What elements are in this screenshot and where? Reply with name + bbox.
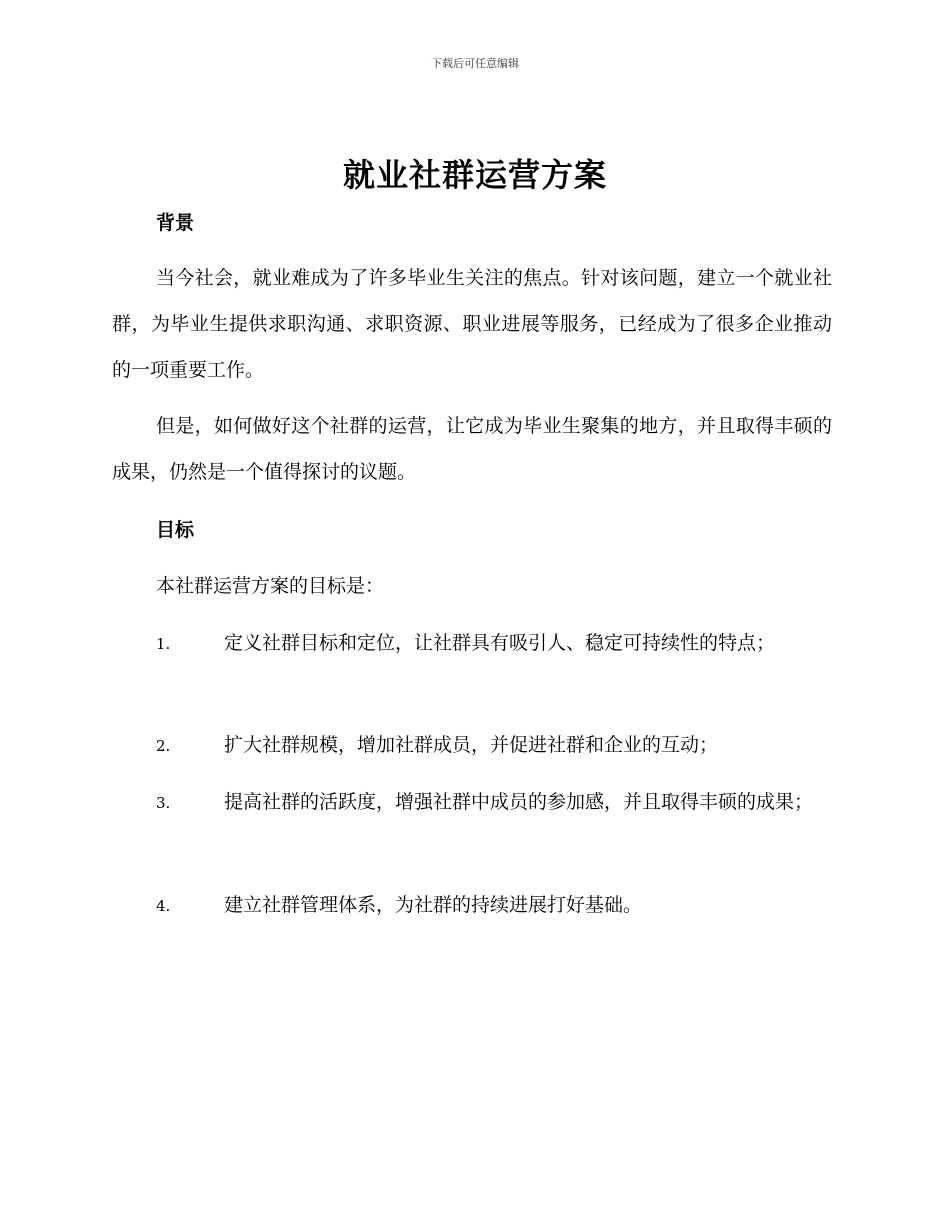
goal-item-number: 2. [156,737,171,755]
goal-item-number: 1. [156,635,171,653]
goal-item-4 [112,882,832,929]
goal-item-text: 建立社群管理体系，为社群的持续进展打好基础。 [224,894,643,916]
background-paragraph-2: 但是，如何做好这个社群的运营，让它成为毕业生聚集的地方，并且取得丰硕的成果，仍然是一个值得探讨的议题。 [112,415,832,483]
goal-item-text: 提高社群的活跃度，增强社群中成员的参加感，并且取得丰硕的成果； [224,791,814,813]
section-heading-goals: 目标 [156,519,195,541]
goal-item-3 [112,779,832,826]
section-heading-background: 背景 [156,212,195,234]
goal-item-1 [112,620,832,667]
goal-item-number: 4. [156,897,171,915]
document-title: 就业社群运营方案 [342,156,607,194]
goal-item-number: 3. [156,794,171,812]
header-note: 下载后可任意编辑 [431,57,519,70]
background-paragraph-1: 当今社会，就业难成为了许多毕业生关注的焦点。针对该问题，建立一个就业社群，为毕业生提供求职沟通、求职资源、职业进展等服务，已经成为了很多企业推动的一项重要工作。 [112,267,832,381]
goal-item-text: 扩大社群规模，增加社群成员，并促进社群和企业的互动； [224,734,719,756]
goals-intro: 本社群运营方案的目标是： [156,575,385,597]
goal-item-2 [112,722,832,769]
goal-item-text: 定义社群目标和定位，让社群具有吸引人、稳定可持续性的特点； [224,632,776,654]
